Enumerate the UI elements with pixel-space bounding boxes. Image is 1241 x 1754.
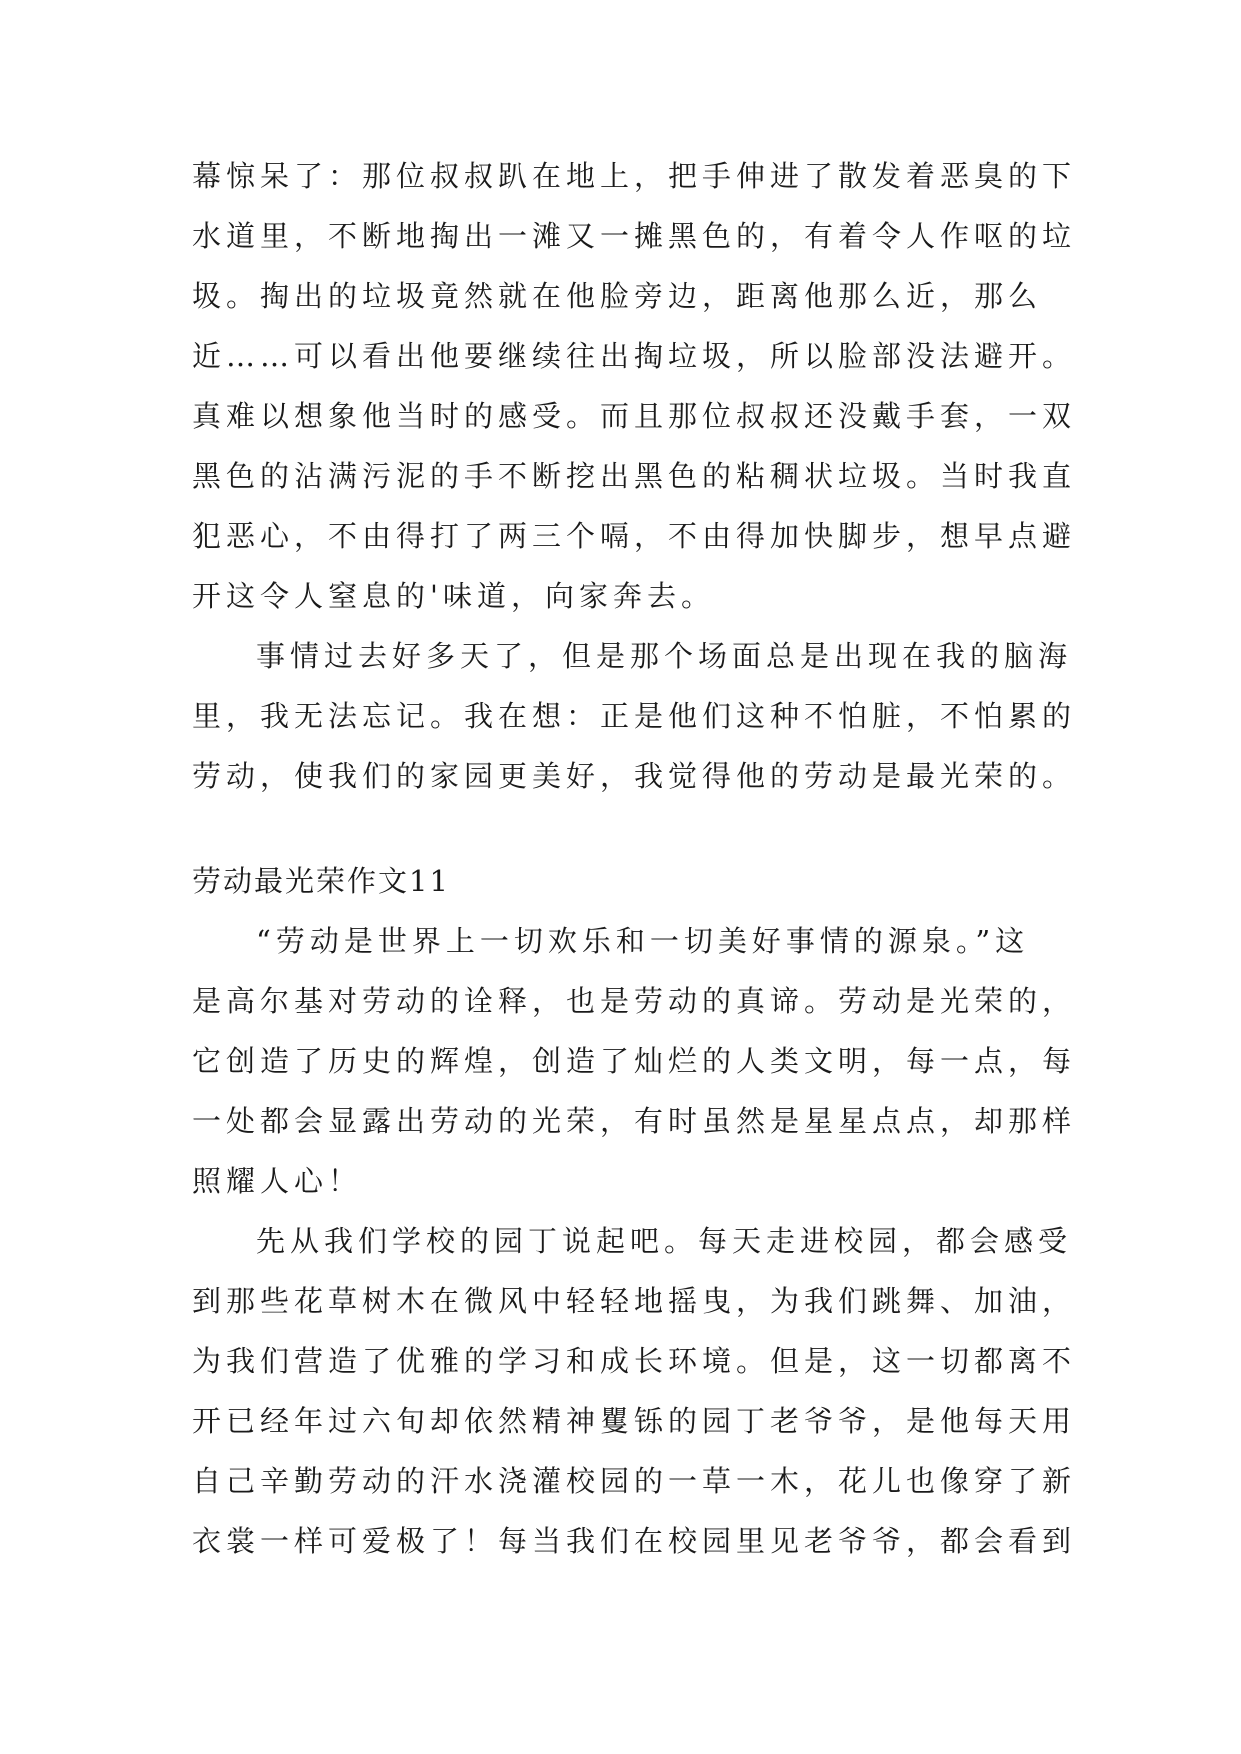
text-line: 黑色的沾满污泥的手不断挖出黑色的粘稠状垃圾。当时我直 [192, 459, 1077, 493]
text-line: 里，我无法忘记。我在想：正是他们这种不怕脏，不怕累的 [192, 699, 1077, 733]
text-line: 幕惊呆了：那位叔叔趴在地上，把手伸进了散发着恶臭的下 [192, 159, 1077, 193]
paragraph-continued [192, 146, 1077, 626]
text-line: 到那些花草树木在微风中轻轻地摇曳，为我们跳舞、加油， [192, 1284, 1077, 1318]
text-line: 是高尔基对劳动的诠释，也是劳动的真谛。劳动是光荣的， [192, 984, 1077, 1018]
text-line: 近……可以看出他要继续往出掏垃圾，所以脸部没法避开。 [192, 339, 1077, 373]
text-line: 为我们营造了优雅的学习和成长环境。但是，这一切都离不 [192, 1344, 1077, 1378]
text-line: 开已经年过六旬却依然精神矍铄的园丁老爷爷，是他每天用 [192, 1404, 1077, 1438]
text-line: 事情过去好多天了，但是那个场面总是出现在我的脑海 [256, 639, 1073, 673]
text-line: “劳动是世界上一切欢乐和一切美好事情的源泉。”这 [256, 924, 1030, 958]
text-line: 一处都会显露出劳动的光荣，有时虽然是星星点点，却那样 [192, 1104, 1077, 1138]
paragraph-gardener [192, 1211, 1077, 1571]
text-line: 犯恶心，不由得打了两三个嗝，不由得加快脚步，想早点避 [192, 519, 1077, 553]
text-line: 衣裳一样可爱极了！每当我们在校园里见老爷爷，都会看到 [192, 1524, 1077, 1558]
essay-title-text: 劳动最光荣作文11 [192, 864, 450, 898]
text-line: 先从我们学校的园丁说起吧。每天走进校园，都会感受 [256, 1224, 1073, 1258]
text-line: 自己辛勤劳动的汗水浇灌校园的一草一木，花儿也像穿了新 [192, 1464, 1077, 1498]
text-line: 照耀人心！ [192, 1164, 363, 1198]
text-line: 劳动，使我们的家园更美好，我觉得他的劳动是最光荣的。 [192, 759, 1077, 793]
essay-title [192, 851, 1072, 911]
text-line: 圾。掏出的垃圾竟然就在他脸旁边，距离他那么近，那么 [192, 279, 1043, 313]
text-line: 开这令人窒息的'味道，向家奔去。 [192, 579, 715, 613]
text-line: 它创造了历史的辉煌，创造了灿烂的人类文明，每一点，每 [192, 1044, 1077, 1078]
paragraph-quote [192, 911, 1077, 1211]
text-line: 真难以想象他当时的感受。而且那位叔叔还没戴手套，一双 [192, 399, 1077, 433]
text-line: 水道里，不断地掏出一滩又一摊黑色的，有着令人作呕的垃 [192, 219, 1077, 253]
paragraph-reflection [192, 626, 1077, 806]
